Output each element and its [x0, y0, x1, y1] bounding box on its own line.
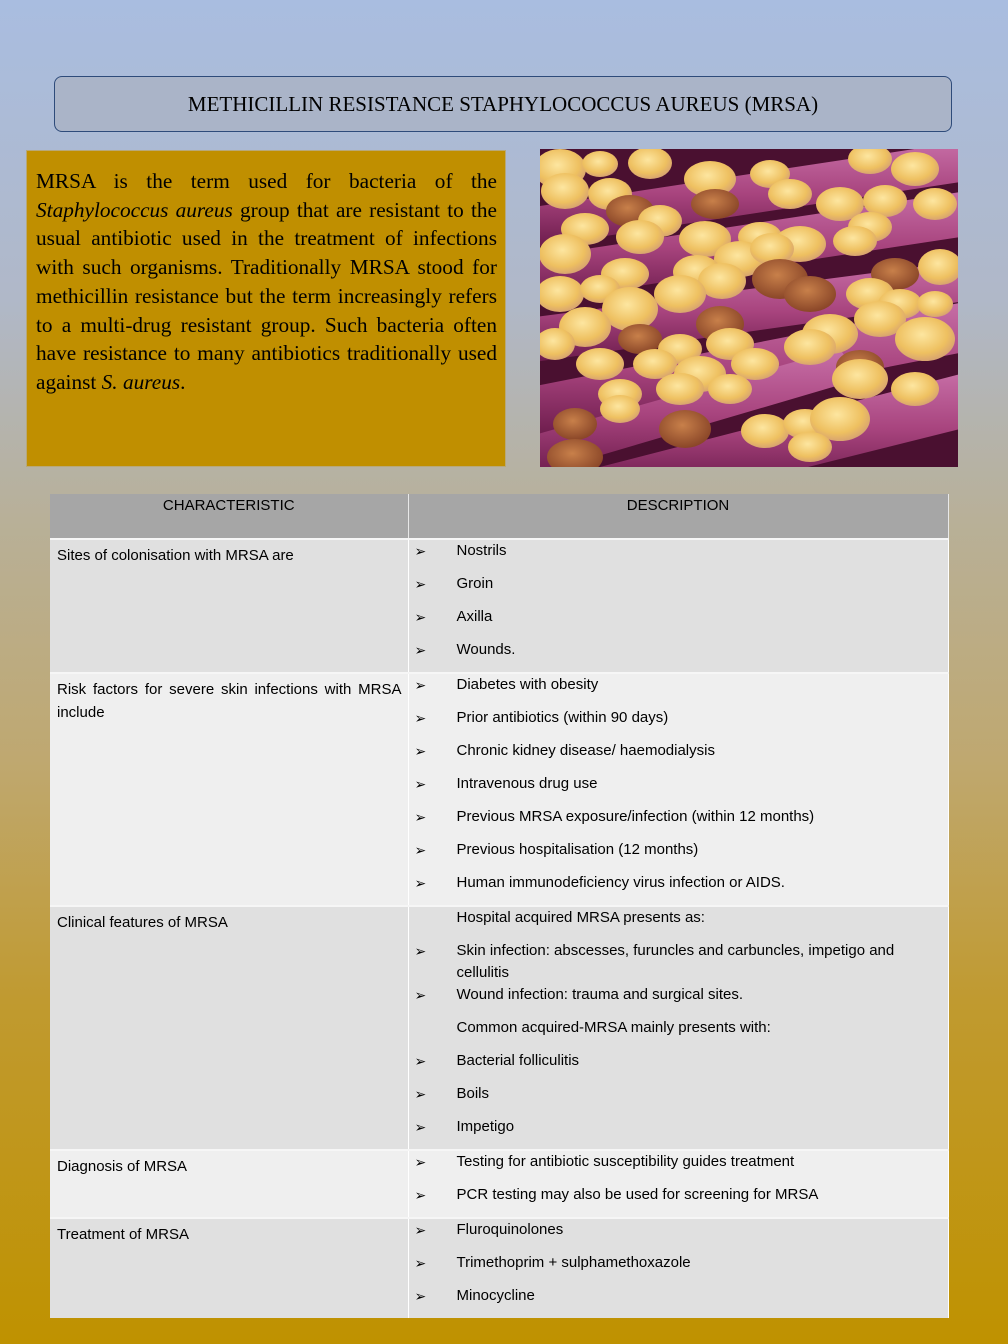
- description-item-text: Groin: [456, 575, 494, 592]
- characteristic-cell: Diagnosis of MRSA: [50, 1150, 408, 1218]
- description-item-text: Chronic kidney disease/ haemodialysis: [456, 742, 715, 759]
- arrow-bullet-icon: ➢: [414, 943, 427, 959]
- description-item: [409, 872, 948, 905]
- description-item-text: Testing for antibiotic susceptibility guides treatment: [456, 1153, 795, 1170]
- description-item: [409, 940, 948, 984]
- description-item: [409, 639, 948, 672]
- intro-text-1: MRSA is the term used for bacteria of the: [36, 169, 497, 193]
- description-item-text: PCR testing may also be used for screening for MRSA: [456, 1186, 819, 1203]
- arrow-bullet-icon: ➢: [414, 809, 427, 825]
- description-item-text: Prior antibiotics (within 90 days): [456, 709, 669, 726]
- arrow-bullet-icon: ➢: [414, 776, 427, 792]
- description-item-text: Common acquired-MRSA mainly presents with:: [456, 1019, 771, 1036]
- description-item: [409, 984, 948, 1017]
- description-item: [409, 606, 948, 639]
- description-item-text: Human immunodeficiency virus infection or AIDS.: [456, 874, 785, 891]
- description-cell: [408, 1150, 948, 1218]
- description-item: [409, 1219, 948, 1252]
- description-item-text: Boils: [456, 1085, 490, 1102]
- arrow-bullet-icon: ➢: [414, 1187, 427, 1203]
- description-item-text: Axilla: [456, 608, 493, 625]
- description-item-text: Skin infection: abscesses, furuncles and carbuncles, impetigo and cellulitis: [456, 942, 895, 981]
- arrow-bullet-icon: ➢: [414, 875, 427, 891]
- intro-panel: [26, 150, 506, 467]
- arrow-bullet-icon: ➢: [414, 1154, 427, 1170]
- intro-text-2: group that are resistant to the usual antibiotic used in the treatment of infections with such organisms. Traditionally MRSA stood for methicillin resistance but the term increasingly refers to a multi-drug resistant group. Such bacteria often have resistance to many antibiotics traditionally used against: [36, 197, 497, 394]
- table-row: [50, 1218, 948, 1318]
- table-row: [50, 906, 948, 1150]
- table-row: [50, 673, 948, 906]
- description-cell: [408, 673, 948, 906]
- description-item-text: Fluroquinolones: [456, 1221, 564, 1238]
- header-description: DESCRIPTION: [408, 494, 948, 539]
- description-item-text: Previous hospitalisation (12 months): [456, 841, 699, 858]
- arrow-bullet-icon: ➢: [414, 1255, 427, 1271]
- characteristic-cell: Sites of colonisation with MRSA are: [50, 539, 408, 673]
- description-cell: [408, 539, 948, 673]
- table-header-row: [50, 494, 948, 539]
- characteristic-cell: Treatment of MRSA: [50, 1218, 408, 1318]
- characteristic-cell: Risk factors for severe skin infections with MRSA include: [50, 673, 408, 906]
- description-item-text: Diabetes with obesity: [456, 676, 599, 693]
- arrow-bullet-icon: ➢: [414, 1288, 427, 1304]
- description-cell: [408, 1218, 948, 1318]
- arrow-bullet-icon: ➢: [414, 1222, 427, 1238]
- page-title: METHICILLIN RESISTANCE STAPHYLOCOCCUS AUREUS (MRSA): [187, 91, 819, 116]
- intro-paragraph: [36, 167, 497, 397]
- description-item-text: Trimethoprim + sulphamethoxazole: [456, 1254, 691, 1271]
- arrow-bullet-icon: ➢: [414, 642, 427, 658]
- description-item: [409, 1252, 948, 1285]
- arrow-bullet-icon: ➢: [414, 576, 427, 592]
- description-item-text: Hospital acquired MRSA presents as:: [456, 909, 705, 926]
- intro-text-3: .: [180, 369, 186, 394]
- arrow-bullet-icon: ➢: [414, 710, 427, 726]
- description-item: [409, 674, 948, 707]
- description-item: [409, 839, 948, 872]
- description-item-text: Intravenous drug use: [456, 775, 598, 792]
- arrow-bullet-icon: ➢: [414, 743, 427, 759]
- table-row: [50, 1150, 948, 1218]
- description-item: [409, 1184, 948, 1217]
- arrow-bullet-icon: ➢: [414, 1086, 427, 1102]
- description-item: [409, 740, 948, 773]
- description-item-text: Nostrils: [456, 542, 507, 559]
- arrow-bullet-icon: ➢: [414, 609, 427, 625]
- mrsa-table: [50, 494, 949, 1318]
- arrow-bullet-icon: ➢: [414, 842, 427, 858]
- arrow-bullet-icon: ➢: [414, 543, 427, 559]
- description-item-text: Bacterial folliculitis: [456, 1052, 580, 1069]
- arrow-bullet-icon: ➢: [414, 677, 427, 693]
- bacteria-micrograph-image: [540, 149, 958, 467]
- arrow-bullet-icon: ➢: [414, 987, 427, 1003]
- description-item: [409, 773, 948, 806]
- description-item: [409, 1083, 948, 1116]
- description-cell: [408, 906, 948, 1150]
- description-item-text: Minocycline: [456, 1287, 535, 1304]
- description-item-text: Wound infection: trauma and surgical sites.: [456, 986, 744, 1003]
- description-item-text: Previous MRSA exposure/infection (within 12 months): [456, 808, 815, 825]
- description-item-text: Impetigo: [456, 1118, 515, 1135]
- description-item: [409, 907, 948, 940]
- table-row: [50, 539, 948, 673]
- description-item: [409, 1285, 948, 1318]
- description-item: [409, 1151, 948, 1184]
- description-item: [409, 540, 948, 573]
- intro-italic-abbrev: S. aureus: [101, 369, 181, 394]
- bacteria-micrograph-icon: [540, 149, 958, 467]
- description-item: [409, 1017, 948, 1050]
- description-item: [409, 806, 948, 839]
- description-item: [409, 1050, 948, 1083]
- description-item-text: Wounds.: [456, 641, 516, 658]
- arrow-bullet-icon: ➢: [414, 1119, 427, 1135]
- arrow-bullet-icon: ➢: [414, 1053, 427, 1069]
- intro-italic-species: Staphylococcus aureus: [36, 197, 233, 222]
- description-item: [409, 1116, 948, 1149]
- header-characteristic: CHARACTERISTIC: [50, 494, 408, 539]
- characteristic-cell: Clinical features of MRSA: [50, 906, 408, 1150]
- description-item: [409, 573, 948, 606]
- description-item: [409, 707, 948, 740]
- page-title-box: [54, 76, 952, 132]
